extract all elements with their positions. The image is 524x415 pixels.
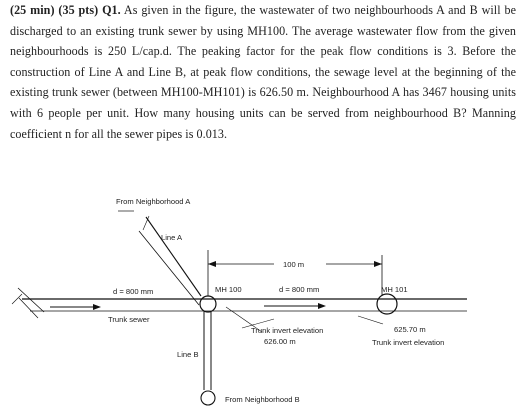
trunk-sewer-label: Trunk sewer — [108, 315, 150, 324]
diameter-right-label: d = 800 mm — [279, 285, 320, 294]
line-b-pipe — [204, 311, 211, 390]
line-a-label: Line A — [161, 233, 183, 242]
question-prefix: (25 min) (35 pts) Q1. — [10, 3, 121, 17]
invert-elevation-label-1: Trunk invert elevation — [251, 326, 324, 335]
question-body: As given in the figure, the wastewater of two neighbourhoods A and B will be discharged to an existing trunk sewer by using MH100. The average wastewater flow from the given neighbourhoods is 250 L/cap.d. The peaking factor for the peak flow conditions is 3. Before the construction of Line A and Line B, at peak flow conditions, the sewage level at the beginning of the existing trunk sewer (between MH100-MH101) is 626.50 m. Neighbourhood A has 3467 housing units with 6 people per unit. How many housing units can be served from neighbourhood B? Manning coefficient n for all the sewer pipes is 0.013. — [10, 3, 517, 141]
flow-arrow-right — [264, 303, 326, 309]
from-neighborhood-b-label: From Neighborhood B — [225, 395, 300, 404]
from-neighborhood-a-label: From Neighborhood A — [116, 197, 191, 206]
line-b-inlet-manhole — [201, 391, 215, 405]
invert-elevation-label-2: Trunk invert elevation — [372, 338, 445, 347]
invert-elevation-value-2: 625.70 m — [394, 325, 426, 334]
flow-arrow-left — [50, 304, 101, 310]
distance-label: 100 m — [283, 260, 305, 269]
diameter-left-label: d = 800 mm — [113, 287, 154, 296]
line-b-label: Line B — [177, 350, 199, 359]
invert-elevation-value-1: 626.00 m — [264, 337, 296, 346]
mh101-label: MH 101 — [381, 285, 408, 294]
mh100-label: MH 100 — [215, 285, 242, 294]
